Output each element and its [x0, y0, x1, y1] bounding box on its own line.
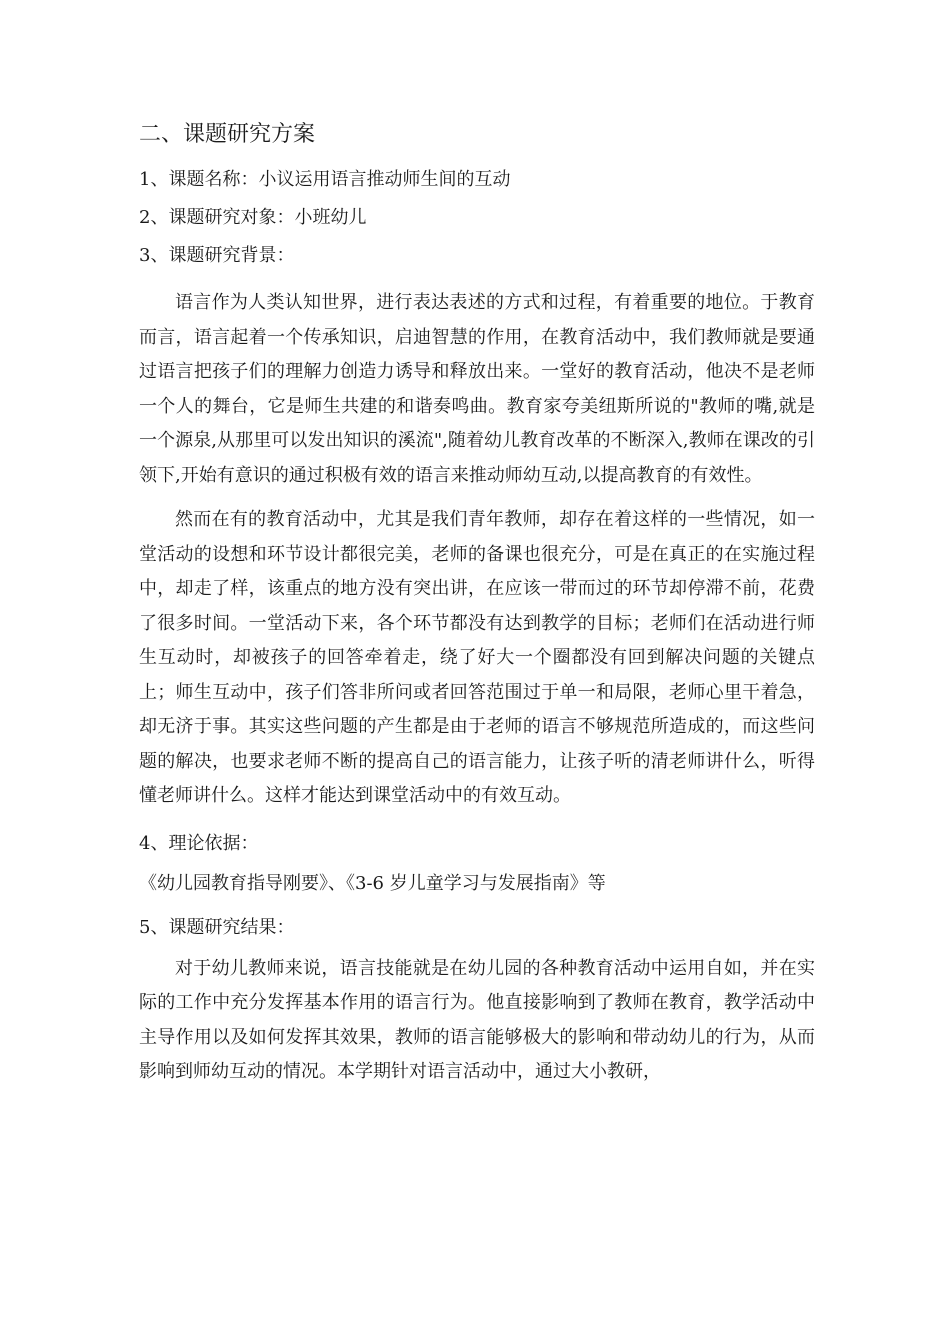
item-research-results: 5、课题研究结果：	[139, 916, 295, 938]
item-research-subject: 2、课题研究对象：小班幼儿	[139, 207, 367, 228]
paragraph-results: 对于幼儿教师来说，语言技能就是在幼儿园的各种教育活动中运用自如，并在实际的工作中充分发挥基本作用的语言行为。他直接影响到了教师在教育，教学活动中主导作用以及如何发挥其效果，教师的语言能够极大的影响和带动幼儿的行为，从而影响到师幼互动的情况。本学期针对语言活动中，通过大小教研，	[139, 957, 815, 1082]
item-research-background: 3、课题研究背景：	[139, 245, 295, 266]
item-topic-name: 1、课题名称：小议运用语言推动师生间的互动	[139, 169, 511, 190]
paragraph-background-1: 语言作为人类认知世界，进行表达表述的方式和过程，有着重要的地位。于教育而言，语言起着一个传承知识，启迪智慧的作用，在教育活动中，我们教师就是要通过语言把孩子们的理解力创造力诱导和释放出来。一堂好的教育活动，他决不是老师一个人的舞台，它是师生共建的和谐奏鸣曲。教育家夸美纽斯所说的"教师的嘴,就是一个源泉,从那里可以发出知识的溪流",随着幼儿教育改革的不断深入,教师在课改的引领下,开始有意识的通过积极有效的语言来推动师幼互动,以提高教育的有效性。	[139, 292, 815, 486]
document-body	[139, 118, 815, 1090]
item-theory-basis: 4、理论依据：	[139, 832, 259, 854]
reference-documents: 《幼儿园教育指导刚要》、《3-6 岁儿童学习与发展指南》等	[139, 872, 606, 894]
paragraph-background-2: 然而在有的教育活动中，尤其是我们青年教师，却存在着这样的一些情况，如一堂活动的设想和环节设计都很完美，老师的备课也很充分，可是在真正的在实施过程中，却走了样，该重点的地方没有突出讲，在应该一带而过的环节却停滞不前，花费了很多时间。一堂活动下来，各个环节都没有达到教学的目标；老师们在活动进行师生互动时，却被孩子的回答牵着走，绕了好大一个圈都没有回到解决问题的关键点上；师生互动中，孩子们答非所问或者回答范围过于单一和局限，老师心里干着急，却无济于事。其实这些问题的产生都是由于老师的语言不够规范所造成的，而这些问题的解决，也要求老师不断的提高自己的语言能力，让孩子听的清老师讲什么，听得懂老师讲什么。这样才能达到课堂活动中的有效互动。	[139, 509, 815, 806]
section-title: 二、课题研究方案	[139, 122, 316, 147]
